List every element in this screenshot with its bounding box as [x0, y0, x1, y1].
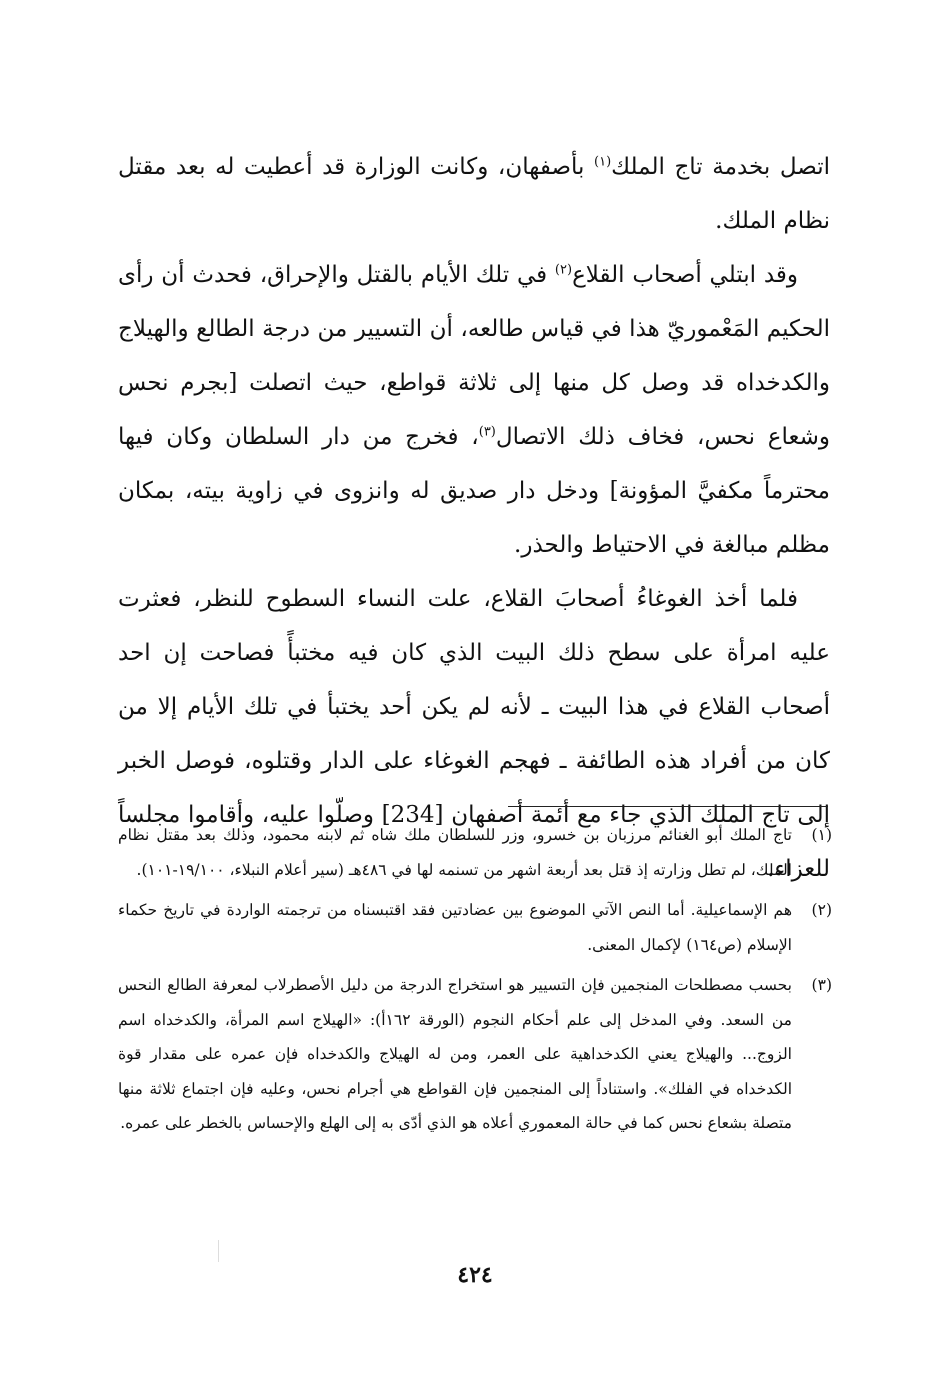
footnotes-block [118, 818, 832, 1147]
footnote-ref-3[interactable]: (٣) [478, 424, 496, 440]
footnote-number: (٣) [811, 976, 832, 994]
footnote-1 [118, 818, 832, 887]
footnote-2 [118, 893, 832, 962]
paragraph-text: وقد ابتلي أصحاب القلاع [572, 262, 799, 288]
paragraph-1 [118, 140, 830, 248]
footnote-divider [508, 806, 828, 807]
paragraph-text: في تلك الأيام بالقتل والإحراق، فحدث أن رأى الحكيم المَعْموريّ هذا في قياس طالعه، أن التسيير من درجة الطالع والهيلاج والكدخداه قد وصل كل منها إلى ثلاثة قواطع، حيث اتصلت [بجرم نحس وشعاع نحس، فخاف ذلك الاتصال [118, 262, 831, 450]
page-number: ٤٢٤ [457, 1262, 493, 1288]
footnote-ref-2[interactable]: (٢) [554, 262, 573, 278]
paragraph-2 [118, 248, 830, 572]
footnote-ref-1[interactable]: (١) [594, 154, 612, 170]
paragraph-text: بأصفهان، وكانت الوزارة قد أعطيت له بعد مقتل نظام الملك. [118, 154, 830, 234]
footnote-text: بحسب مصطلحات المنجمين فإن التسيير هو استخراج الدرجة من دليل الأصطرلاب لمعرفة الطالع النحس من السعد. وفي المدخل إلى علم أحكام النجوم (الورقة ١٦٢أ): «الهيلاج اسم المرأة، والكدخداه اسم الزوج... والهيلاج يعني الكدخداهية على العمر، ومن له الهيلاج والكدخداه فإن عمره على مقدار قوة الكدخداه في الفلك». واستناداً إلى المنجمين فإن القواطع هي أجرام نحس، وعليه فإن اجتماع ثلاثة منها متصلة بشعاع نحس كما في حالة المعموري أعلاه هو الذي أدّى به إلى الهلع والإحساس بالخطر على عمره. [118, 976, 792, 1132]
scan-artifact [218, 1240, 219, 1262]
footnote-text: تاج الملك أبو الغنائم مرزبان بن خسرو، وزر للسلطان ملك شاه ثم لابنه محمود، وذلك بعد مقتل نظام الملك، لم تطل وزارته إذ قتل بعد أربعة اشهر من تسنمه لها في ٤٨٦هـ (سير أعلام النبلاء، ١٩/١٠٠-١٠١). [118, 826, 792, 879]
footnote-3 [118, 968, 832, 1141]
paragraph-3: فلما أخذ الغوغاءُ أصحابَ القلاع، علت النساء السطوح للنظر، فعثرت عليه امرأة على سطح ذلك البيت الذي كان فيه مختبأً فصاحت إن احد أصحاب القلاع في هذا البيت ـ لأنه لم يكن أحد يختبأ في تلك الأيام إلا من كان من أفراد هذه الطائفة ـ فهجم الغوغاء على الدار وقتلوه، فوصل الخبر إلى تاج الملك الذي جاء مع أئمة أصفهان [234] وصلّوا عليه، وأقاموا مجلساً للعزاء. [118, 586, 831, 882]
footnote-number: (٢) [811, 901, 832, 919]
footnote-number: (١) [811, 826, 832, 844]
paragraph-text: ، فخرج من دار السلطان وكان فيها محترماً مكفيَّ المؤونة] ودخل دار صديق له وانزوى في زاوية بيته، بمكان مظلم مبالغة في الاحتياط والحذر. [118, 424, 830, 558]
footnote-text: هم الإسماعيلية. أما النص الآتي الموضوع بين عضادتين فقد اقتبسناه من ترجمته الواردة في تاريخ حكماء الإسلام (ص١٦٤) لإكمال المعنى. [118, 901, 792, 954]
paragraph-text: اتصل بخدمة تاج الملك [611, 154, 831, 180]
main-text-block [118, 140, 830, 896]
